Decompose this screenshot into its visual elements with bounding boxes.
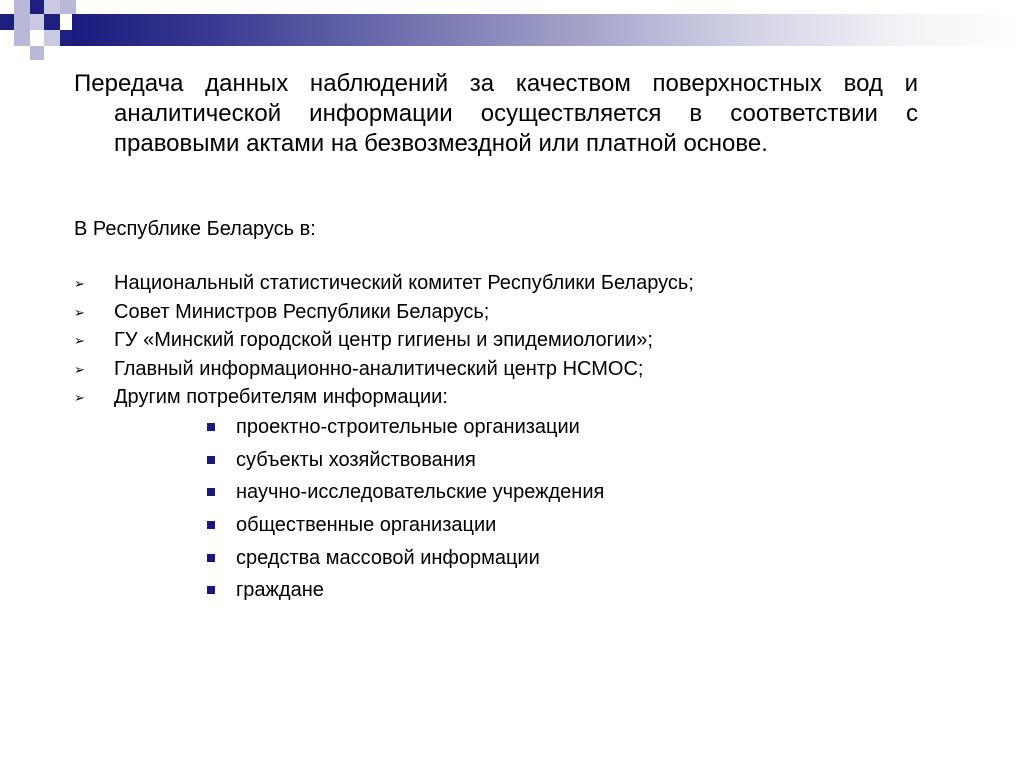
list-item-text: Совет Министров Республики Беларусь; bbox=[114, 300, 490, 323]
sublist-item-text: граждане bbox=[236, 579, 324, 602]
arrow-bullet-icon: ➢ bbox=[74, 333, 85, 348]
sublist-item-text: общественные организации bbox=[236, 514, 497, 537]
sublist-item-text: научно-исследовательские учреждения bbox=[236, 481, 605, 504]
square-bullet-icon bbox=[207, 521, 215, 529]
list-item bbox=[74, 327, 934, 353]
sublist-item bbox=[206, 512, 604, 538]
sublist-item bbox=[206, 414, 604, 440]
decor-square bbox=[60, 0, 76, 14]
sublist-item-text: субъекты хозяйствования bbox=[236, 448, 476, 471]
square-bullet-icon bbox=[207, 423, 215, 431]
sublist-item bbox=[206, 479, 604, 505]
arrow-bullet-icon: ➢ bbox=[74, 304, 85, 320]
decor-square bbox=[14, 0, 30, 14]
decor-square bbox=[30, 0, 44, 14]
decor-square bbox=[44, 0, 60, 14]
decor-square bbox=[14, 14, 30, 30]
arrow-bullet-icon: ➢ bbox=[74, 390, 85, 405]
list-item-text: Главный информационно-аналитический центр НСМОС; bbox=[114, 357, 644, 380]
square-bullet-icon bbox=[207, 488, 215, 496]
sublist-item-text: проектно-строительные организации bbox=[236, 416, 580, 438]
decor-square bbox=[30, 14, 44, 30]
square-bullet-icon bbox=[207, 586, 215, 594]
square-bullet-icon bbox=[207, 456, 215, 464]
square-bullet-icon bbox=[207, 554, 215, 562]
decor-square bbox=[0, 14, 14, 30]
decor-square bbox=[60, 30, 72, 46]
sublist-item bbox=[206, 577, 604, 603]
consumer-sublist bbox=[206, 414, 604, 610]
list-item-text: ГУ «Минский городской центр гигиены и эпидемиологии»; bbox=[114, 329, 653, 351]
sublist-item-text: средства массовой информации bbox=[236, 546, 540, 569]
list-item bbox=[74, 356, 934, 382]
decor-square bbox=[44, 30, 60, 46]
header-gradient-bar bbox=[72, 14, 1024, 46]
sublist-item bbox=[206, 545, 604, 571]
decor-square bbox=[44, 14, 60, 30]
decor-square bbox=[30, 46, 44, 60]
list-item-text: Национальный статистический комитет Республики Беларусь; bbox=[114, 272, 694, 294]
intro-paragraph: Передача данных наблюдений за качеством поверхностных вод и аналитической информации осуществляется в соответствии с правовыми актами на безвозмездной или платной основе. bbox=[74, 70, 918, 157]
arrow-bullet-icon: ➢ bbox=[74, 361, 85, 377]
arrow-bullet-icon: ➢ bbox=[74, 276, 85, 291]
sublist-item bbox=[206, 447, 604, 473]
list-item-text: Другим потребителям информации: bbox=[114, 386, 448, 408]
list-item bbox=[74, 384, 934, 410]
decor-square bbox=[14, 30, 30, 46]
recipient-list bbox=[74, 270, 934, 413]
country-heading: В Республике Беларусь в: bbox=[74, 218, 316, 240]
list-item bbox=[74, 299, 934, 325]
list-item bbox=[74, 270, 934, 296]
